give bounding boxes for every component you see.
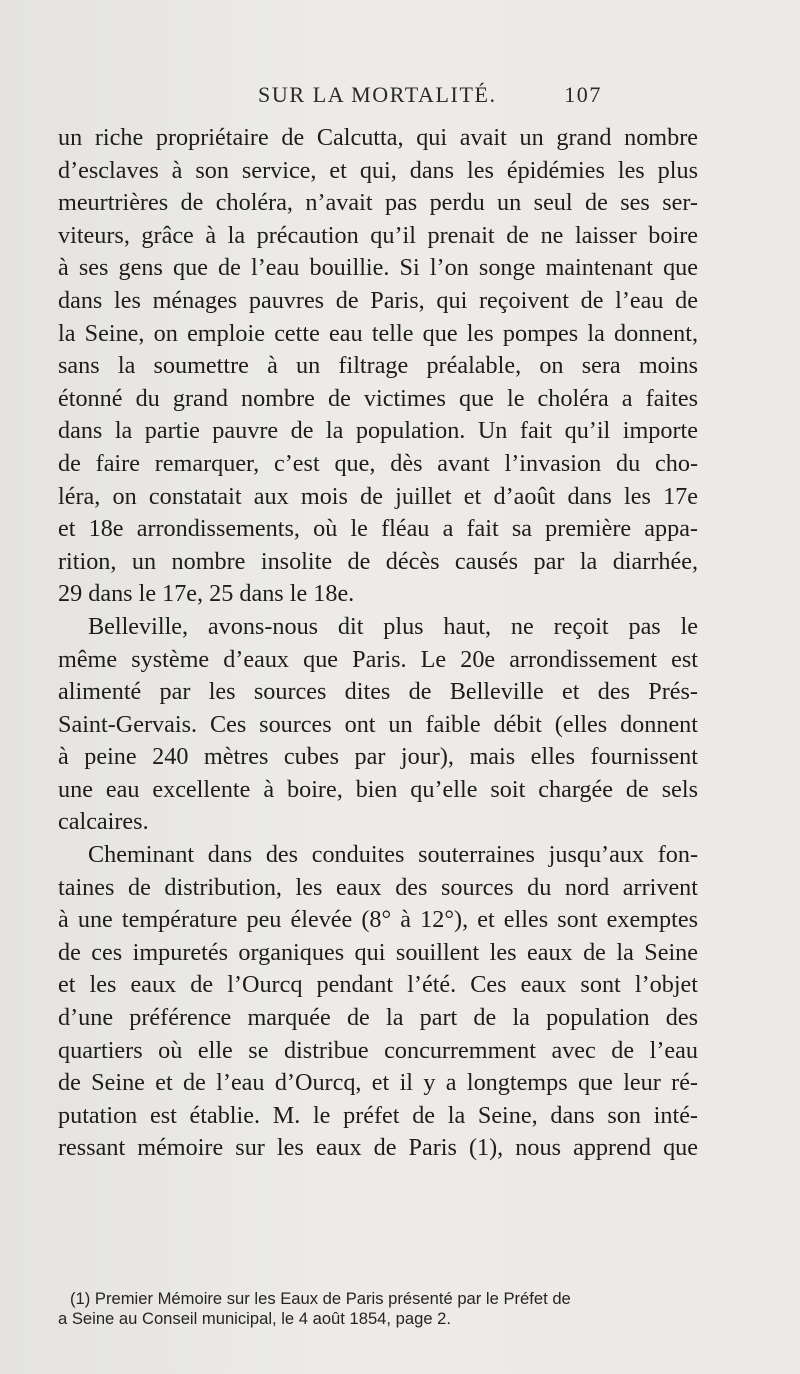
text-line: taines de distribution, les eaux des sources du nord arrivent [58, 873, 698, 901]
text-line: Cheminant dans des conduites souterraines jusqu’aux fon- [88, 841, 698, 869]
text-line: un riche propriétaire de Calcutta, qui avait un grand nombre [58, 124, 698, 151]
running-title: SUR LA MORTALITÉ. [258, 82, 497, 107]
text-line: calcaires. [58, 808, 149, 836]
text-line: à ses gens que de l’eau bouillie. Si l’on songe maintenant que [58, 254, 698, 282]
footnote-line: a Seine au Conseil municipal, le 4 août 1854, page 2. [58, 1309, 451, 1328]
text-line: putation est établie. M. le préfet de la Seine, dans son inté- [58, 1101, 698, 1129]
page-number: 107 [564, 82, 602, 107]
text-line: meurtrières de choléra, n’avait pas perdu un seul de ses ser- [58, 189, 698, 217]
text-line: léra, on constatait aux mois de juillet et d’août dans les 17e [58, 482, 698, 510]
text-line: étonné du grand nombre de victimes que le choléra a faites [58, 384, 698, 412]
text-line: d’esclaves à son service, et qui, dans les épidémies les plus [58, 156, 698, 184]
text-line: même système d’eaux que Paris. Le 20e arrondissement est [58, 645, 698, 673]
text-line: de ces impuretés organiques qui souillent les eaux de la Seine [58, 938, 698, 966]
text-line: rition, un nombre insolite de décès causés par la diarrhée, [58, 547, 698, 575]
text-line: viteurs, grâce à la précaution qu’il prenait de ne laisser boire [58, 221, 698, 249]
text-line: Saint-Gervais. Ces sources ont un faible débit (elles donnent [58, 710, 698, 738]
body-text [58, 122, 698, 1165]
text-line: sans la soumettre à un filtrage préalable, on sera moins [58, 352, 698, 380]
text-line: dans les ménages pauvres de Paris, qui reçoivent de l’eau de [58, 286, 698, 314]
text-line: quartiers où elle se distribue concurremment avec de l’eau [58, 1036, 698, 1064]
text-line: 29 dans le 17e, 25 dans le 18e. [58, 580, 355, 608]
text-line: de Seine et de l’eau d’Ourcq, et il y a longtemps que leur ré- [58, 1069, 698, 1097]
text-line: une eau excellente à boire, bien qu’elle soit chargée de sels [58, 775, 698, 803]
footnote-line: (1) Premier Mémoire sur les Eaux de Paris présenté par le Préfet de [70, 1289, 571, 1308]
text-line: à peine 240 mètres cubes par jour), mais elles fournissent [58, 743, 698, 771]
text-line: alimenté par les sources dites de Belleville et des Prés- [58, 678, 698, 706]
text-line: Belleville, avons-nous dit plus haut, ne reçoit pas le [88, 612, 698, 640]
text-line: dans la partie pauvre de la population. Un fait qu’il importe [58, 417, 698, 445]
text-line: de faire remarquer, c’est que, dès avant l’invasion du cho- [58, 449, 698, 477]
text-line: ressant mémoire sur les eaux de Paris (1), nous apprend que [58, 1134, 698, 1162]
text-line: et les eaux de l’Ourcq pendant l’été. Ces eaux sont l’objet [58, 971, 698, 999]
text-line: la Seine, on emploie cette eau telle que les pompes la donnent, [58, 319, 698, 347]
text-line: d’une préférence marquée de la part de la population des [58, 1004, 698, 1032]
text-line: et 18e arrondissements, où le fléau a fait sa première appa- [58, 515, 698, 543]
text-line: à une température peu élevée (8° à 12°), et elles sont exemptes [58, 906, 698, 934]
footnote [58, 1289, 698, 1329]
